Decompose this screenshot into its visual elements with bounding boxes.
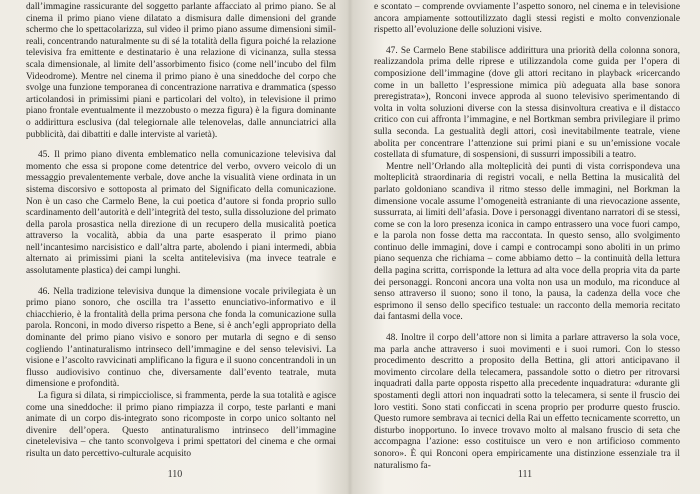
paragraph: La figura si dilata, si rimpicciolisce, si frammenta, perde la sua totalità e agisce come una sineddoche: il primo piano rimpiazza il corpo, teste parlanti e mani animate di un corpo dis-integrato sono ricomposte in corpo unico soltanto nel divenire dell’opera. Questo antinaturalismo intrinseco dell’immagine cinetelevisiva – che tanto sconvolgeva i primi spettatori del cinema e che ormai risulta un dato percettivo-culturale acquisito bbox=[26, 391, 336, 459]
left-page-text bbox=[26, 2, 336, 461]
paragraph: dall’immagine rassicurante del soggetto parlante affacciato al primo piano. Se al cinema il primo piano viene dilatato a dismisura dalle dimensioni del grande schermo che lo spettacolarizza, sul video il primo piano assume dimensioni simil-reali, concentrando naturalmente su di sé la totalità della figura poiché la relazione televisiva fra emittente e destinatario è una relazione di vicinanza, sulla stessa scala dimensionale, al limite dell’assorbimento fisico (come nell’incubo del film Videodrome). Mentre nel cinema il primo piano è una sineddoche del corpo che svolge una funzione temporanea di concentrazione narrativa e drammatica (spesso articolandosi in primissimi piani e particolari del volto), in televisione il primo piano frontale eventualmente il mezzobusto o mezza figura) è la figura dominante o addirittura esclusiva (dal telegiornale alle telenovelas, dalle annunciatrici alla pubblicità, dai dibattiti e dalle interviste al varietà). bbox=[26, 2, 336, 140]
paragraph: Mentre nell’Orlando alla molteplicità dei punti di vista corrispondeva una molteplicità straordinaria di registri vocali, e nella Bettina la musicalità del parlato goldoniano scandiva il ritmo stesso delle immagini, nel Borkman la dimensione vocale assume l’omogeneità estraniante di una rievocazione assente, sussurrata, ai limiti dell’afasia. Dove i personaggi diventano narratori di se stessi, come se con la loro presenza iconica in campo entrassero una voce fuori campo, e la parola non fosse detta ma raccontata. In questo senso, allo svolgimento continuo delle immagini, dove i campi e controcampi sono aboliti in un primo piano sequenza che richiama – come abbiamo detto – la continuità della lettura della pagina scritta, corrisponde la lettura ad alta voce della propria vita da parte dei personaggi. Ronconi ancora una volta non usa un modulo, ma riconduce al senso attraverso il suono; sono il tono, la pausa, la cadenza della voce che esprimono il senso dello specifico testuale: un racconto della memoria recitato dai fantasmi della voce. bbox=[374, 161, 680, 323]
page-number-left: 110 bbox=[167, 469, 183, 480]
paragraph-47: 47. Se Carmelo Bene stabilisce addirittura una priorità della colonna sonora, realizzandola prima delle riprese e utilizzandola come guida per l’opera di composizione dell’immagine (dove gli attori recitano in playback «ricercando come in un balletto l’espressione mimica più adeguata alla base sonora preregistrata»), Ronconi invece approda al suono televisivo sperimentando di volta in volta soluzioni diverse con la stessa disinvoltura creativa e il distacco critico con cui affronta l’immagine, e nel Bortkman sembra privilegiare il primo sulla seconda. La gestualità degli attori, così inevitabilmente teatrale, viene abolita per concentrare l’attenzione sui primi piani e su un’emissione vocale costellata di sfumature, di sospensioni, di sussurri impossibili a teatro. bbox=[374, 45, 680, 161]
right-page-text bbox=[374, 2, 680, 472]
page-number-right: 111 bbox=[517, 469, 533, 480]
right-page bbox=[350, 0, 700, 494]
paragraph-48: 48. Inoltre il corpo dell’attore non si limita a parlare attraverso la sola voce, ma parla anche attraverso i suoi movimenti e i suoi rumori. Con lo stesso procedimento descritto a proposito della Bettina, gli attori anticipavano il movimento circolare della telecamera, passandole sotto o dietro per ritrovarsi inquadrati dalla parte opposta rispetto alla precedente inquadratura: «durante gli spostamenti degli attori non inquadrati sotto la telecamera, si sente il fruscio dei loro vestiti. Sono stati conficcati in scena proprio per produrre questo fruscio. Questo rumore sembrava ai tecnici della Rai un effetto tecnicamente scorretto, un disturbo inopportuno. Io invece trovavo molto al malsano fruscio di seta che accompagna l’azione: esso costituisce un vero e non artificioso commento sonoro». È qui Ronconi opera empiricamente una distinzione essenziale tra il naturalismo fa- bbox=[374, 333, 680, 471]
paragraph-45: 45. Il primo piano diventa emblematico nella comunicazione televisiva dal momento che essa si propone come detentrice del verbo, ovvero veicolo di un messaggio prevalentemente verbale, dove anche la visualità viene ordinata in un sistema discorsivo e sottoposta al primato del Significato della comunicazione. Non è un caso che Carmelo Bene, la cui poetica d’autore si fonda proprio sullo scardinamento dell’autorità e dell’integrità del testo, sulla dissoluzione del primato della parola prosastica nella direzione di un recupero della musicalità poetica attraverso la vocalità, abbia da una parte esasperato il primo piano nell’incantesimo narcisistico e dall’altra parte, abolendo i piani intermedi, abbia alternato ai primissimi piani la scelta antitelevisiva (ma invece teatrale e assolutamente plastica) dei campi lunghi. bbox=[26, 150, 336, 277]
paragraph: e scontato – comprende ovviamente l’aspetto sonoro, nel cinema e in televisione ancora ampiamente sottoutilizzato dagli stessi registi e molto convenzionale rispetto all’evoluzione delle soluzioni visive. bbox=[374, 2, 680, 36]
paragraph-46: 46. Nella tradizione televisiva dunque la dimensione vocale privilegiata è un primo piano sonoro, che oscilla tra l’assetto enunciativo-informativo e il chiacchierio, è la frontalità della prima persona che fonda la comunicazione sulla parola. Ronconi, in modo diverso rispetto a Bene, si è anch’egli appropriato della dominante del primo piano visivo e sonoro per mutarla di segno e di senso cogliendo l’antinaturalismo intrinseco dell’immagine e del senso televisivi. La visione e l’ascolto ravvicinati amplificano la figura e il suono concentrandoli in un flusso audiovisivo continuo che, diversamente dall’evento teatrale, muta dimensione e profondità. bbox=[26, 286, 336, 390]
